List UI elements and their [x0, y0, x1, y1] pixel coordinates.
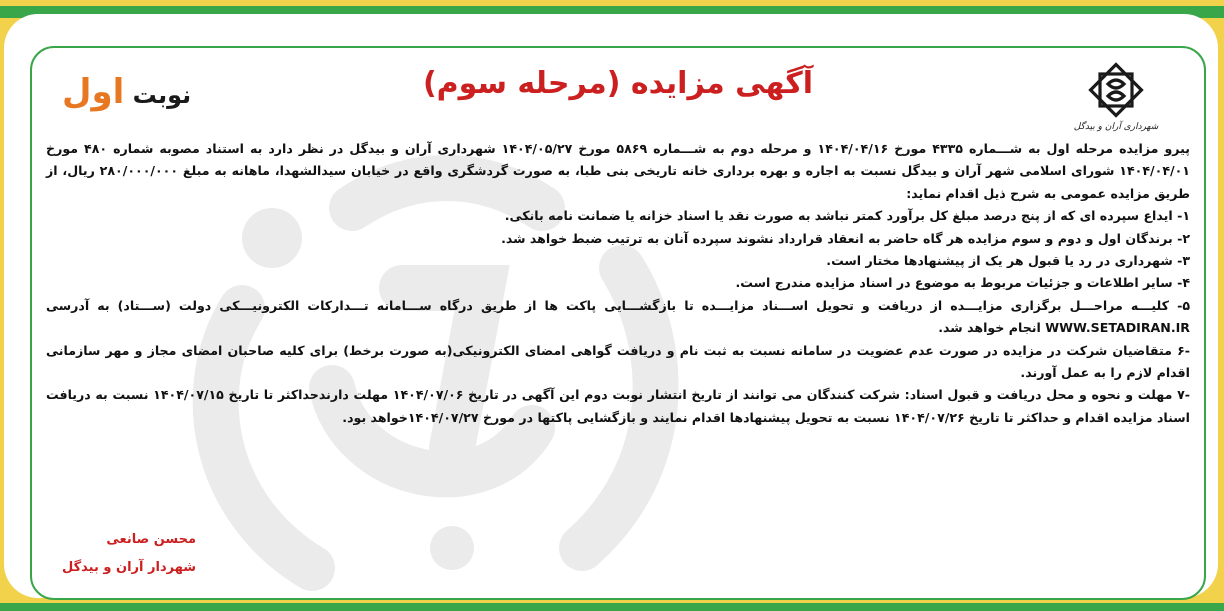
page-title: آگهی مزایده (مرحله سوم) [422, 66, 814, 101]
signature-block [62, 526, 196, 582]
notice-item-3: ۳- شهرداری در رد یا قبول هر یک از پیشنهادها مختار است. [826, 253, 1190, 269]
issue-badge [62, 72, 191, 112]
logo-caption: شهرداری آران و بیدگل [1073, 122, 1159, 132]
notice-intro: پیرو مزایده مرحله اول به شـــماره ۴۳۳۵ مورخ ۱۴۰۴/۰۴/۱۶ و مرحله دوم به شـــماره ۵۸۶۹ مورخ ۱۴۰۴/۰۵/۲۷ شهرداری آران و بیدگل در نظر دارد به استناد مصوبه شماره ۴۸۰ مورخ ۱۴۰۴/۰۴/۰۱ شورای اسلامی شهر آران و بیدگل نسبت به اجاره و بهره برداری خانه تاریخی بنی طبا، به صورت گردشگری واقع در خیابان سیدالشهدا، ماهانه به مبلغ ۲۸۰/۰۰۰/۰۰۰ ریال، از طریق مزایده عمومی به شرح ذیل اقدام نماید: [46, 141, 1190, 201]
notice-item-4: ۴- سایر اطلاعات و جزئیات مربوط به موضوع در اسناد مزایده مندرج است. [735, 275, 1190, 291]
issue-label: نوبت [132, 81, 192, 109]
notice-body [46, 138, 1190, 429]
notice-item-1: ۱- ایداع سپرده ای که از پنج درصد مبلغ کل برآورد کمتر نباشد به صورت نقد یا اسناد خزانه یا ضمانت نامه بانکی. [504, 208, 1190, 224]
notice-content [32, 48, 1204, 598]
notice-item-6: -۶ متقاضیان شرکت در مزایده در صورت عدم عضویت در سامانه نسبت به ثبت نام و دریافت گواهی امضای الکترونیکی(به صورت برخط) برای کلیه صاحبان امضای مجاز و مهر سازمانی اقدام لازم را به عمل آورند. [46, 342, 1190, 381]
issue-number: اول [62, 72, 125, 112]
notice-item-7: -۷ مهلت و نحوه و محل دریافت و قبول اسناد: شرکت کنندگان می توانند از تاریخ انتشار نوبت دوم این آگهی در تاریخ ۱۴۰۴/۰۷/۰۶ مهلت دارندحداکثر تا تاریخ ۱۴۰۴/۰۷/۱۵ نسبت به دریافت اسناد مزایده اقدام و حداکثر تا تاریخ ۱۴۰۴/۰۷/۲۶ نسبت به تحویل پیشنهادها اقدام نمایند و بازگشایی پاکتها در مورخ ۱۴۰۴/۰۷/۲۷خواهد بود. [46, 387, 1190, 425]
municipality-logo [1068, 60, 1164, 140]
signatory-role: شهردار آران و بیدگل [62, 560, 197, 575]
notice-card [4, 14, 1218, 598]
signatory-name: محسن صانعی [106, 532, 197, 547]
notice-item-2: ۲- برندگان اول و دوم و سوم مزایده هر گاه حاضر به انعقاد قرارداد نشوند سپرده آنان به ترتیب ضبط خواهد شد. [501, 230, 1190, 246]
notice-item-5: ۵- کلیـــه مراحـــل برگزاری مزایـــده از دریافت و تحویل اســـناد مزایـــده تا بازگشـــایی پاکت ها از طریق درگاه ســـامانه تـــدارکات الکترونیـــکی دولت (ســـتاد) به آدرسی WWW.SETADIRAN.IR انجام خواهد شد. [46, 297, 1190, 336]
notice-frame [30, 46, 1206, 600]
municipality-emblem-icon [1086, 60, 1146, 120]
bottom-green-stripe [0, 603, 1224, 611]
